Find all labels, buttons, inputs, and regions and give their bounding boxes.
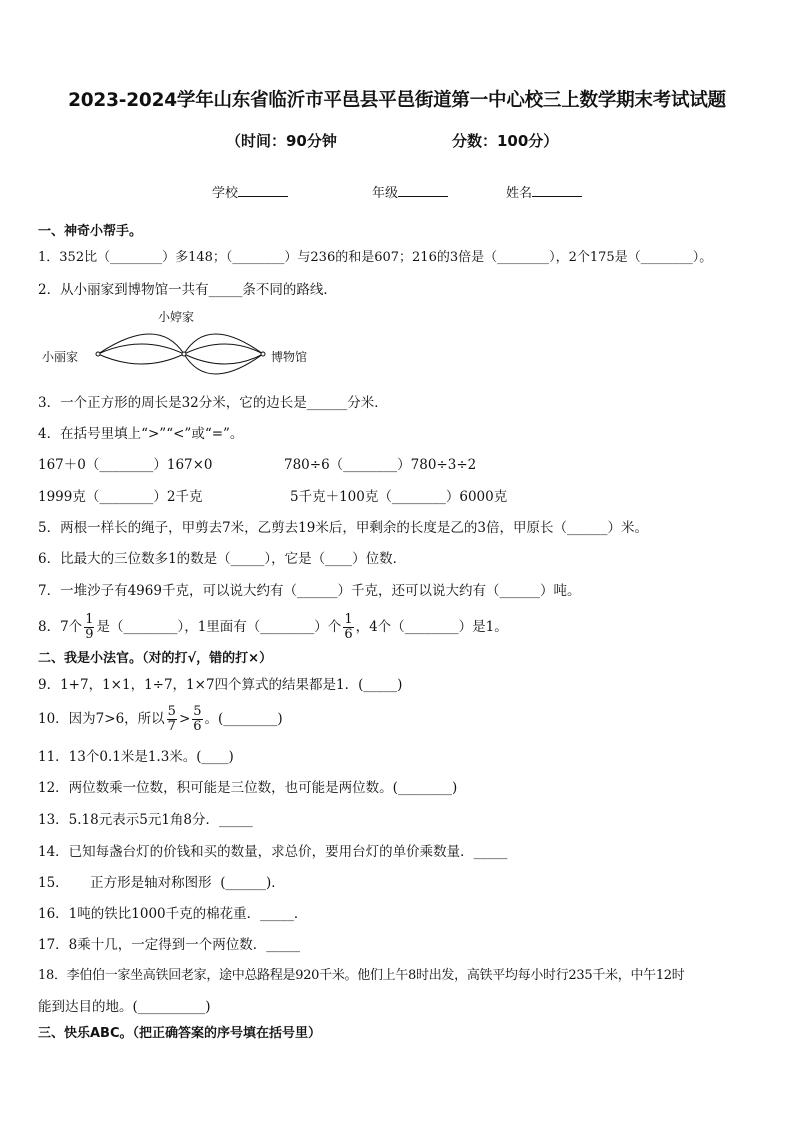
question-1: 1．352比（________）多148；（________）与236的和是607；216的3倍是（________），2个175是（________）。 (38, 250, 713, 265)
name-blank (532, 184, 582, 197)
question-4a: 167＋0（________）167×0 (38, 457, 213, 473)
q10-f1-numerator: 5 (167, 703, 176, 719)
question-2: 2．从小丽家到博物馆一共有_____条不同的路线． (38, 282, 337, 298)
question-4b: 780÷6（________）780÷3÷2 (284, 457, 477, 473)
q8-fraction-2 (343, 613, 353, 642)
question-9: 9．1+7，1×1，1÷7，1×7四个算式的结果都是1．(_____) (38, 677, 403, 693)
q8-f1-numerator: 1 (85, 611, 94, 627)
q8-part-3: ，4个（________）是1。 (355, 619, 508, 635)
question-17: 17．8乘十几，一定得到一个两位数．_____ (38, 937, 301, 953)
section-2-heading: 二、我是小法官。（对的打√，错的打×） (38, 651, 273, 666)
name-label: 姓名 (506, 186, 533, 201)
q8-fraction-1 (84, 613, 94, 642)
q10-f2-numerator: 5 (193, 703, 202, 719)
question-5: 5．两根一样长的绳子，甲剪去7米，乙剪去19米后，甲剩余的长度是乙的3倍，甲原长（______）米。 (38, 520, 648, 536)
question-16: 16．1吨的铁比1000千克的棉花重．_____． (38, 906, 308, 922)
q10-f1-denominator: 7 (167, 718, 176, 734)
q10-fraction-1 (167, 705, 177, 734)
section-3-heading: 三、快乐ABC。（把正确答案的序号填在括号里） (38, 1026, 322, 1041)
q8-f2-denominator: 6 (344, 626, 353, 642)
question-7: 7．一堆沙子有4969千克，可以说大约有（______）千克，还可以说大约有（______）吨。 (38, 583, 581, 599)
q8-f1-denominator: 9 (85, 626, 94, 642)
q8-f2-numerator: 1 (344, 611, 353, 627)
label-xiaoli-home: 小丽家 (42, 350, 79, 364)
grade-label: 年级 (372, 186, 399, 201)
q10-operator: > (178, 711, 191, 727)
question-4c: 1999克（________）2千克 (38, 489, 203, 505)
question-8 (38, 610, 768, 644)
q10-f2-denominator: 6 (193, 718, 202, 734)
question-4d: 5千克＋100克（________）6000克 (290, 489, 508, 505)
school-label: 学校 (212, 186, 239, 201)
q8-part-1: 8．7个 (38, 619, 83, 635)
question-4: 4．在括号里填上“>”“<”或“=”。 (38, 426, 244, 442)
question-18-line-1: 18．李伯伯一家坐高铁回老家，途中总路程是920千米。他们上午8时出发，高铁平均每小时行235千米，中午12时 (38, 968, 685, 983)
q10-fraction-2 (192, 705, 202, 734)
q10-part-1: 10．因为7>6，所以 (38, 711, 165, 727)
label-xiaoting-home: 小婷家 (158, 310, 195, 324)
q10-part-2: 。(________) (204, 711, 283, 727)
section-1-heading: 一、神奇小帮手。 (38, 224, 143, 239)
question-10 (38, 702, 768, 736)
name-field (506, 182, 582, 201)
question-6: 6．比最大的三位数多1的数是（_____），它是（____）位数． (38, 551, 407, 567)
question-12: 12．两位数乘一位数，积可能是三位数，也可能是两位数。(________) (38, 780, 458, 796)
exam-time: （时间：90分钟 (226, 132, 337, 150)
question-11: 11．13个0.1米是1.3米。(____) (38, 749, 234, 765)
question-13: 13．5.18元表示5元1角8分．_____ (38, 812, 253, 828)
school-blank (238, 184, 288, 197)
question-3: 3．一个正方形的周长是32分米，它的边长是______分米． (38, 395, 388, 411)
question-15: 15． 正方形是轴对称图形 (______)． (38, 875, 285, 891)
question-14: 14．已知每盏台灯的价钱和买的数量，求总价，要用台灯的单价乘数量．_____ (38, 844, 508, 860)
exam-score: 分数：100分） (452, 132, 559, 150)
question-18-line-2: 能到达目的地。(__________) (38, 999, 211, 1015)
q8-part-2: 是（________），1里面有（________）个 (96, 619, 342, 635)
school-field (212, 182, 288, 201)
route-diagram (38, 308, 312, 388)
grade-field (372, 182, 448, 201)
exam-title: 2023-2024学年山东省临沂市平邑县平邑街道第一中心校三上数学期末考试试题 (68, 90, 726, 111)
label-museum: 博物馆 (271, 350, 308, 364)
grade-blank (398, 184, 448, 197)
